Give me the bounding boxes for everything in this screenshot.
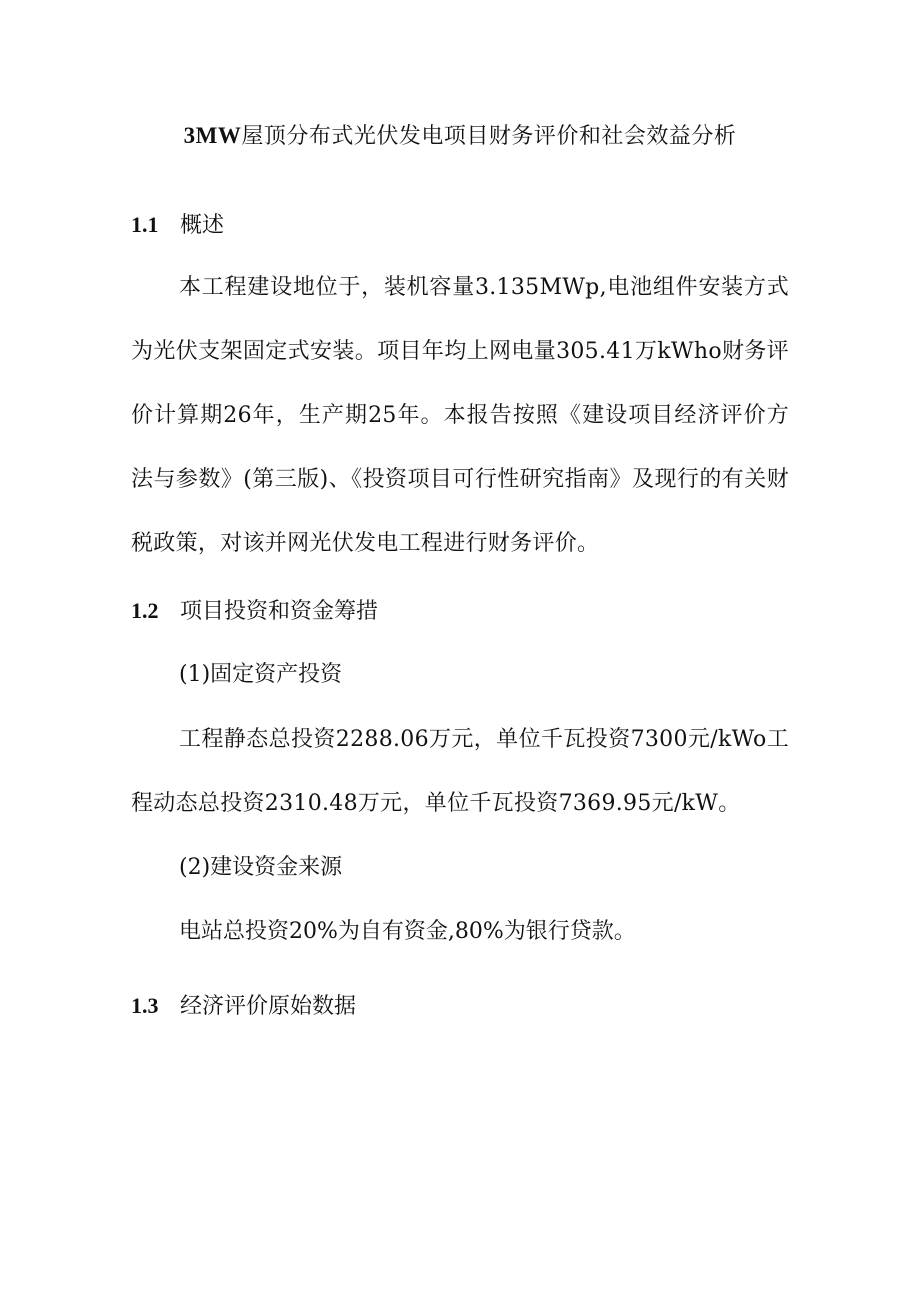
subheading-funding-source: (2)建设资金来源 [179,855,343,880]
section-number: 1.2 [131,598,159,623]
subheading-fixed-asset-investment: (1)固定资产投资 [179,662,343,687]
investment-paragraph: 工程静态总投资2288.06万元，单位千瓦投资7300元/kWo工程动态总投资2310.48万元，单位千瓦投资7369.95元/kW。 [131,727,789,816]
funding-line: 电站总投资20%为自有资金,80%为银行贷款。 [179,919,636,944]
section-title: 项目投资和资金筹措 [180,599,379,624]
title-lead: 3MW [183,123,242,148]
section-heading-1-1 [131,209,224,242]
section-title: 概述 [180,213,225,238]
section-number: 1.1 [131,212,159,237]
section-heading-1-3 [131,990,356,1023]
section-title: 经济评价原始数据 [180,994,357,1019]
section-heading-1-2 [131,595,378,628]
document-title [0,120,920,153]
title-text: 屋顶分布式光伏发电项目财务评价和社会效益分析 [241,124,737,149]
section-number: 1.3 [131,993,159,1018]
overview-paragraph: 本工程建设地位于，装机容量3.135MWp,电池组件安装方式为光伏支架固定式安装。项目年均上网电量305.41万kWho财务评价计算期26年，生产期25年。本报告按照《建设项目经济评价方法与参数》(第三版)、《投资项目可行性研究指南》及现行的有关财税政策，对该并网光伏发电工程进行财务评价。 [131,275,789,556]
